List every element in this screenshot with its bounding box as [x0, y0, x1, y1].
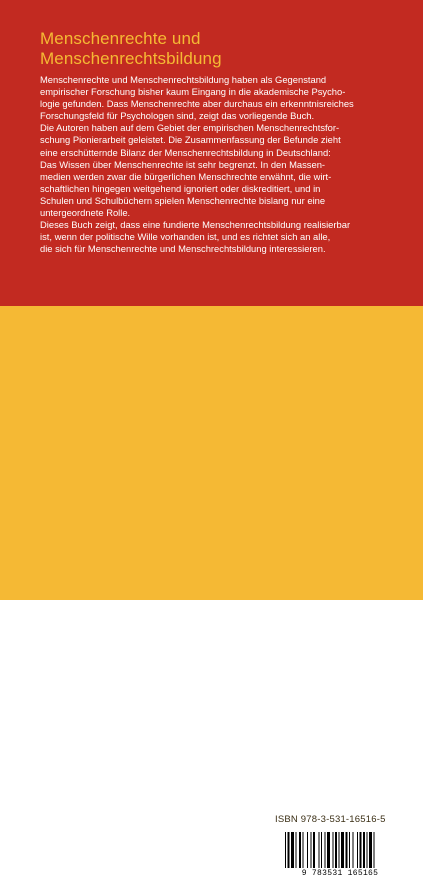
author-name: Dr. Jost Stellmacher — [40, 681, 131, 692]
blurb-text: Menschenrechte und Menschenrechtsbildung haben als Gegenstand empirischer Forschung bisher kaum Eingang in die akademische Psycho- logie gefunden. Dass Menschenrechte aber durchaus ein erkenntnisreiches Forschungsfeld für Psychologen sind, zeigt das vorliegende Buch. Die Autoren haben auf dem Gebiet der empirischen Menschenrechtsfor- schung Pionierarbeit geleistet. Die Zusammenfassung der Befunde zieht eine erschütternde Bilanz der Menschenrechtsbildung in Deutschland: Das Wissen über Menschenrechte ist sehr begrenzt. In den Massen- medien werden zwar die bürgerlichen Menschrechte erwähnt, die wirt- schaftlichen hingegen weitgehend ignoriert oder diskreditiert, und in Schulen und Schulbüchern spielen Menschenrechte bislang nur eine untergeordnete Rolle. Dieses Buch zeigt, dass eine fundierte Menschenrechtsbildung realisierbar ist, wenn der politische Wille vorhanden ist, und es richtet sich an alle, die sich für Menschenrechte und Menschrechtsbildung interessieren. — [40, 74, 354, 255]
isbn-label: ISBN 978-3-531-16516-5 — [275, 814, 386, 825]
book-title: Menschenrechte und Menschenrechtsbildung — [40, 29, 222, 68]
author-bio-text: , bis 2006 Professor für Klinische Psychologie und Gemeindepsychologie in Marburg, ist heute Ehrenvorsitzender des Forum Friedenspsychologie und Mitglied im Direktorium des Zentrums für Konfliktforschung der Philipps-Universität Marburg. — [40, 625, 391, 673]
barcode-bars-icon — [279, 832, 401, 868]
cover-bottom-panel — [0, 306, 423, 878]
author-name: Prof. Dr. Gert Sommer — [40, 625, 139, 636]
publisher-logo-icon — [40, 839, 130, 869]
author-bio-stellmacher — [40, 681, 406, 717]
publisher-url[interactable]: www.vs-verlag.de — [40, 820, 116, 831]
barcode — [275, 828, 405, 880]
barcode-digits: 9 783531 165165 — [301, 869, 379, 878]
publisher-logo-text: VS VERLAG FÜR SOZIALWISSENSCHAFTEN — [40, 868, 136, 873]
cover-top-panel — [0, 0, 423, 306]
author-bio-text: ist wissenschaftlicher Mitarbeiter am Fachbereich Psychologie der Philipps-Universität Marburg, Mitglied im Direktorium des dortigen Zentrums für Konfliktforschung und Vorstandsmitglied des Forum Friedenspsychologie. — [40, 681, 391, 717]
author-bio-sommer — [40, 625, 406, 673]
